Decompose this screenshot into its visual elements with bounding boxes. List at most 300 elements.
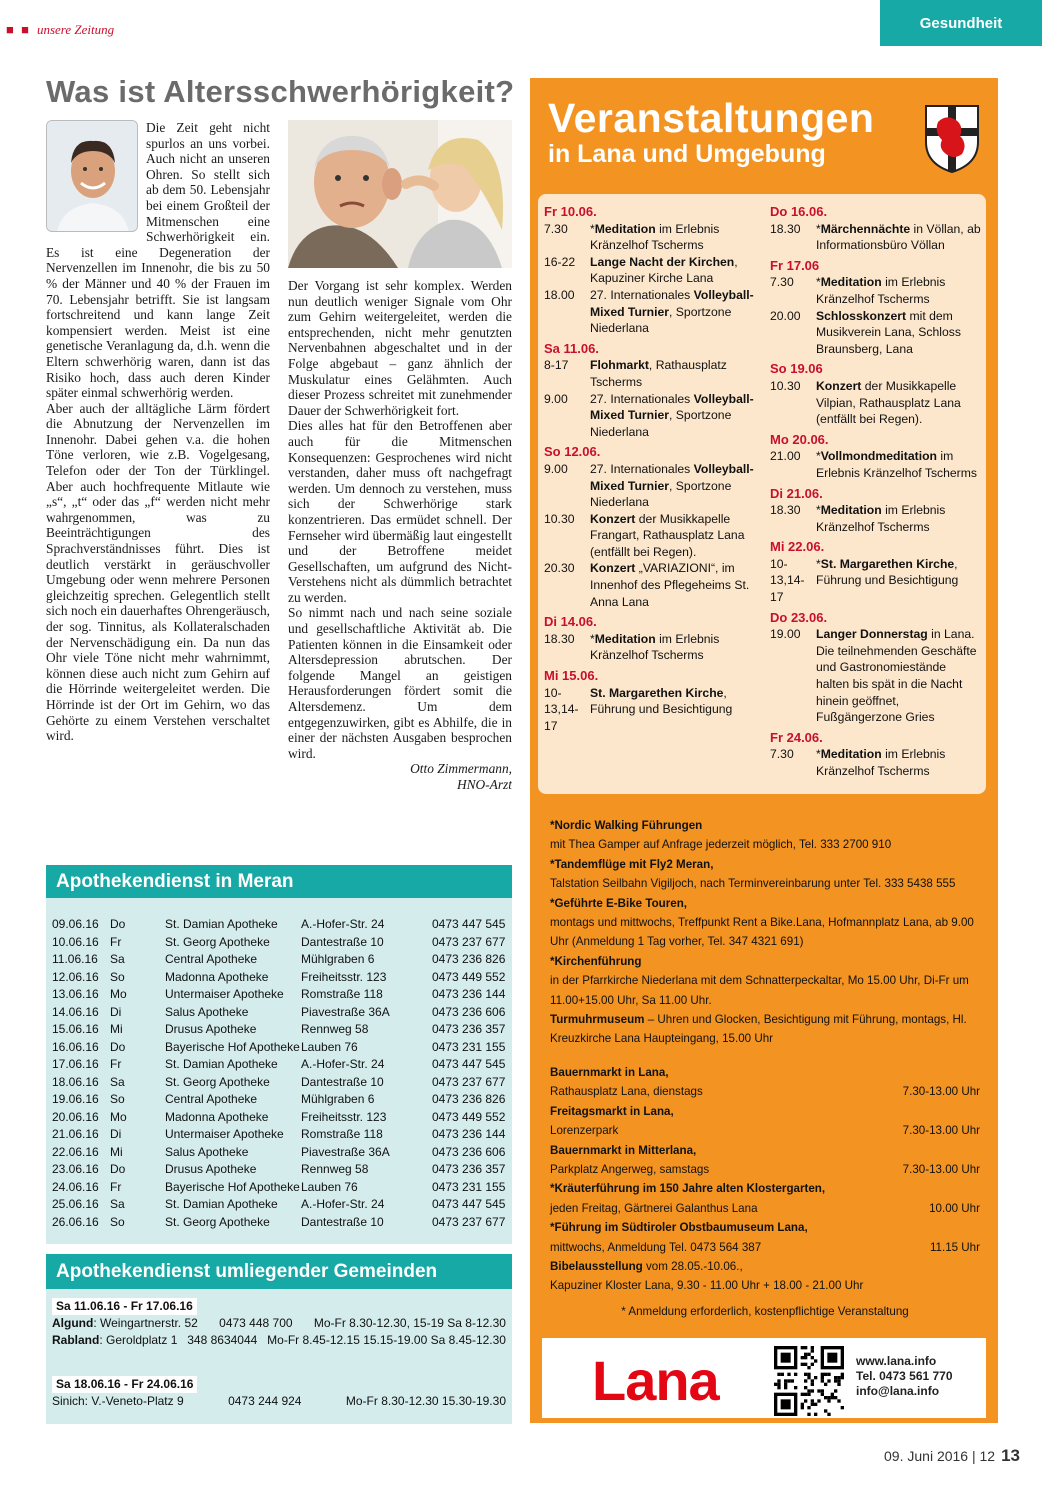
pharmacy-name: Drusus Apotheke	[165, 1162, 257, 1176]
event-details: im Erlebnis Kränzelhof Tscherms	[590, 631, 720, 663]
qr-module	[814, 1403, 817, 1406]
pharmacy-phone: 0473 231 155	[432, 1179, 506, 1194]
pharmacy-phone: 0473 236 826	[432, 1092, 506, 1106]
qr-module	[804, 1363, 807, 1366]
qr-module	[807, 1393, 810, 1396]
offer-details: in der Pfarrkirche Niederlana mit dem Schnatterpeckaltar, Mo 15.00 Uhr, Di-Fr um 11.00+15.00 Uhr, Sa 11.00 Uhr.	[550, 974, 969, 1007]
pharmacy-address: Piavestraße 36A	[301, 1004, 390, 1019]
event-text	[590, 254, 756, 287]
qr-module	[821, 1376, 824, 1379]
qr-module	[827, 1379, 830, 1382]
qr-module	[814, 1359, 817, 1362]
duty-weekday: Di	[110, 1004, 122, 1019]
offer-item	[550, 855, 980, 894]
events-title: Veranstaltungen	[548, 95, 875, 141]
pharmacy-name: Madonna Apotheke	[165, 1109, 269, 1124]
bibel-entry	[550, 1257, 980, 1276]
qr-module	[827, 1396, 830, 1399]
table-row	[52, 986, 506, 1004]
apotheke-meran-table	[52, 916, 506, 1231]
pharmacy-row	[52, 1332, 506, 1349]
duty-date: 11.06.16	[52, 952, 98, 966]
qr-module	[774, 1383, 777, 1386]
pharmacy-location	[52, 1315, 198, 1332]
event-time: 10-13,14-17	[770, 556, 805, 605]
qr-module	[817, 1389, 820, 1392]
qr-module	[811, 1403, 814, 1406]
qr-module	[801, 1346, 804, 1349]
event-time: 10.30	[770, 378, 801, 393]
duty-date: 18.06.16	[52, 1074, 99, 1089]
issue-date: 09. Juni 2016 | 12	[884, 1448, 996, 1464]
event-item	[544, 631, 756, 664]
qr-module	[824, 1383, 827, 1386]
market-location: mittwochs, Anmeldung Tel. 0473 564 387	[550, 1240, 762, 1254]
pharmacy-address: Lauben 76	[301, 1039, 358, 1054]
event-title: Langer Donnerstag	[816, 627, 928, 642]
duty-date: 24.06.16	[52, 1179, 99, 1194]
event-details: im Erlebnis Kränzelhof Tscherms	[816, 449, 977, 480]
pharmacy-phone: 0473 236 606	[432, 1004, 506, 1019]
qr-module	[794, 1386, 797, 1389]
qr-module	[807, 1373, 810, 1376]
qr-module	[784, 1383, 787, 1386]
registration-note: * Anmeldung erforderlich, kostenpflichtige Veranstaltung	[621, 1304, 909, 1318]
market-row	[550, 1121, 980, 1140]
qr-module	[807, 1389, 810, 1392]
author-portrait-image	[47, 121, 138, 232]
event-text	[590, 391, 756, 441]
pharmacy-phone: 0473 449 552	[432, 969, 506, 984]
qr-module	[811, 1399, 814, 1402]
article-paragraph: Dies alles hat für den Betroffenen aber auch für die Mitmenschen Konsequenzen: Gesprochenes wird nicht verstanden, daher muss oft nachgefragt werden. Um dennoch zu verstehen, muss sich der Schwerhörige stark konzentrieren. Das ermüdet schnell. Der Fernseher wird übermäßig laut eingestellt und der Betroffene meidet Gesellschaften, um aufgrund des Nicht-Verstehens nicht als dümmlich betrachtet zu werden.	[288, 418, 512, 605]
offer-item	[550, 894, 980, 952]
event-text	[816, 626, 982, 726]
event-prefix: *	[590, 631, 595, 646]
qr-module	[777, 1386, 780, 1389]
event-day: Fr 10.06.	[544, 204, 597, 219]
event-text	[816, 274, 982, 307]
pharmacy-name: St. Georg Apotheke	[165, 1074, 270, 1089]
qr-module	[821, 1373, 824, 1376]
lana-crest-icon	[924, 104, 980, 174]
market-location: Parkplatz Angerweg, samstags	[550, 1162, 710, 1176]
event-time: 9.00	[544, 461, 568, 476]
qr-module	[827, 1399, 830, 1402]
event-prefix: *	[816, 747, 821, 762]
event-details: im Erlebnis Kränzelhof Tscherms	[816, 275, 946, 306]
market-row	[550, 1199, 980, 1218]
article-photo	[288, 120, 512, 268]
section-tab: Gesundheit	[880, 0, 1042, 46]
duty-date: 22.06.16	[52, 1144, 99, 1159]
event-title: Volleyball-Mixed Turnier	[590, 391, 754, 423]
event-time: 10.30	[544, 511, 575, 526]
qr-module	[814, 1413, 817, 1416]
event-prefix: *	[816, 556, 821, 571]
duty-weekday: So	[110, 1214, 125, 1229]
event-item	[544, 461, 756, 511]
event-item	[544, 391, 756, 441]
market-row	[550, 1082, 980, 1101]
event-day: Do 16.06.	[770, 204, 828, 219]
duty-date: 10.06.16	[52, 934, 99, 949]
event-text	[816, 502, 982, 535]
event-details: in Völlan, ab Informationsbüro Völlan	[816, 221, 981, 253]
event-item	[770, 378, 982, 428]
pharmacy-place: Algund	[52, 1316, 94, 1330]
event-title: Meditation	[594, 221, 656, 236]
pharmacy-address: Dantestraße 10	[301, 1074, 384, 1089]
masthead-dots: ■ ■	[6, 22, 31, 37]
pharmacy-phone: 0473 237 677	[432, 934, 506, 949]
event-details: , Sportzone Niederlana	[590, 304, 732, 336]
qr-module	[807, 1366, 810, 1369]
event-item	[770, 274, 982, 307]
qr-module	[801, 1356, 804, 1359]
qr-module	[804, 1356, 807, 1359]
event-item	[770, 221, 982, 254]
offer-details: Talstation Seilbahn Vigiljoch, nach Terminvereinbarung unter Tel. 333 5438 555	[550, 877, 956, 891]
event-title: Volleyball-Mixed Turnier	[590, 461, 754, 493]
qr-module	[777, 1383, 780, 1386]
lana-email[interactable]: info@lana.info	[856, 1384, 940, 1398]
event-details: , Sportzone Niederlana	[590, 478, 732, 510]
market-title: *Führung im Südtiroler Obstbaumuseum Lana,	[550, 1221, 808, 1235]
event-item	[544, 221, 756, 254]
market-title: Bauernmarkt in Lana,	[550, 1065, 669, 1079]
qr-module	[824, 1396, 827, 1399]
qr-module	[817, 1399, 820, 1402]
pharmacy-phone: 348 8634044	[187, 1333, 258, 1347]
qr-module	[834, 1396, 837, 1399]
event-day: So 19.06	[770, 361, 823, 377]
event-time: 18.30	[770, 221, 801, 236]
pharmacy-name: St. Damian Apotheke	[165, 1197, 278, 1211]
pharmacy-name: Central Apotheke	[165, 952, 258, 966]
qr-module	[841, 1376, 844, 1379]
event-text	[816, 556, 982, 606]
pharmacy-hours: Mo-Fr 8.30-12.30, 15-19 Sa 8-12.30	[313, 1316, 506, 1330]
author-portrait	[46, 120, 138, 232]
event-day: Sa 11.06.	[544, 340, 599, 356]
market-item	[550, 1218, 980, 1257]
qr-module	[834, 1376, 837, 1379]
lana-contact-box	[542, 1338, 986, 1418]
offer-details: montags und mittwochs, Treffpunkt Rent a Bike.Lana, Hofmannplatz Lana, ab 9.00 Uhr (Anmeldung 1 Tag vorher, Tel. 347 4321 691)	[550, 916, 974, 949]
pharmacy-name: St. Georg Apotheke	[165, 1214, 270, 1229]
page-footer	[884, 1446, 1020, 1466]
offer-item	[550, 952, 980, 1010]
qr-module	[824, 1409, 827, 1412]
qr-module	[811, 1389, 814, 1392]
pharmacy-address: Freiheitsstr. 123	[301, 1109, 387, 1124]
event-title: Lange Nacht der Kirchen	[590, 254, 735, 269]
pharmacy-phone: 0473 236 826	[432, 952, 506, 966]
event-item	[544, 254, 756, 287]
table-row	[52, 951, 506, 969]
article-paragraph: So nimmt nach und nach seine soziale und gesellschaftliche Aktivität ab. Die Patienten können in die Einsamkeit oder Altersdepression abrutschen. Der folgende Mangel an geistigen Herausforderungen fördert somit die Altersdemenz. Um dem entgegenzuwirken, gibt es Abhilfe, die in einer der nächsten Ausgaben besprochen wird.	[288, 605, 512, 761]
pharmacy-hours: Mo-Fr 8.30-12.30 15.30-19.30	[345, 1394, 506, 1408]
offer-details: mit Thea Gamper auf Anfrage jederzeit möglich, Tel. 333 2700 910	[550, 838, 892, 852]
events-column-right	[770, 204, 982, 780]
qr-module	[804, 1393, 807, 1396]
pharmacy-phone: 0473 236 357	[432, 1162, 506, 1176]
qr-module	[804, 1346, 807, 1349]
event-day: Mo 20.06.	[770, 431, 829, 447]
qr-module	[807, 1413, 810, 1416]
event-text	[590, 357, 756, 390]
event-title: Märchennächte	[820, 221, 911, 236]
offer-title: *Kirchenführung	[550, 954, 642, 968]
page-number: 13	[1001, 1446, 1020, 1465]
event-time: 20.30	[544, 561, 575, 576]
pharmacy-hours: Mo-Fr 8.45-12.15 15.15-19.00 Sa 8.45-12.30	[267, 1333, 506, 1347]
qr-module	[784, 1379, 787, 1382]
pharmacy-row	[52, 1393, 506, 1410]
market-time: 7.30-13.00 Uhr	[902, 1124, 980, 1138]
event-text	[590, 287, 756, 337]
event-day: Fr 24.06.	[770, 729, 823, 745]
event-item	[544, 511, 756, 561]
qr-module	[811, 1363, 814, 1366]
event-details: im Erlebnis Kränzelhof Tscherms	[816, 747, 946, 778]
event-time: 18.30	[544, 631, 575, 646]
event-text	[816, 308, 982, 358]
qr-module	[777, 1379, 780, 1382]
qr-module	[837, 1399, 840, 1402]
pharmacy-address: Sinich: V.-Veneto-Platz 9	[52, 1394, 184, 1408]
lana-logo: Lana	[592, 1349, 719, 1412]
pharmacy-address: Romstraße 118	[301, 987, 383, 1001]
pharmacy-name: Untermaiser Apotheke	[165, 1127, 284, 1141]
offer-title: *Geführte E-Bike Touren,	[550, 896, 687, 910]
pharmacy-address: Mühlgraben 6	[301, 952, 375, 966]
article-paragraph: Der Vorgang ist sehr komplex. Werden nun deutlich weniger Signale vom Ohr zum Gehirn weitergeleitet, werden die entsprechenden, nicht mehr genutzten Nervenbahnen abgeschaltet und in der Folge abgebaut – ganz ähnlich der Muskulatur eines Gelähmten. Auch dieser Prozess schreitet mit zunehmender Dauer der Schwerhörigkeit fort.	[288, 278, 512, 418]
qr-module	[787, 1379, 790, 1382]
event-title: Volleyball-Mixed Turnier	[590, 287, 754, 319]
event-text	[590, 461, 756, 511]
event-details: , Führung und Besichtigung	[816, 556, 959, 588]
qr-module	[801, 1406, 804, 1409]
event-details: der Musikkapelle Frangart, Rathausplatz Lana (entfällt bei Regen).	[590, 511, 745, 559]
pharmacy-phone: 0473 447 545	[432, 1197, 506, 1211]
duty-date: 09.06.16	[52, 917, 99, 931]
qr-module	[794, 1373, 797, 1376]
duty-weekday: Mi	[110, 1144, 123, 1159]
event-prefix: 27. Internationales	[590, 287, 694, 302]
duty-weekday: Sa	[110, 952, 125, 966]
event-day: Do 23.06.	[770, 609, 828, 625]
table-row	[52, 1056, 506, 1074]
pharmacy-phone: 0473 448 700	[219, 1316, 293, 1330]
bibel-heading: Bibelausstellung	[550, 1259, 643, 1273]
event-title: Flohmarkt	[590, 358, 649, 373]
pharmacy-address: Dantestraße 10	[301, 934, 384, 949]
duty-weekday: Fr	[110, 934, 122, 949]
pharmacy-phone: 0473 244 924	[228, 1394, 302, 1408]
pharmacy-name: Salus Apotheke	[165, 1004, 249, 1019]
event-time: 21.00	[770, 449, 801, 464]
week-range: Sa 11.06.16 - Fr 17.06.16	[52, 1298, 197, 1315]
event-day: Mi 15.06.	[544, 668, 599, 684]
event-time: 8-17	[544, 358, 569, 373]
offer-title: *Nordic Walking Führungen	[550, 819, 703, 832]
market-title: Freitagsmarkt in Lana,	[550, 1104, 674, 1118]
article-title: Was ist Altersschwerhörigkeit?	[46, 74, 515, 109]
event-item	[770, 308, 982, 358]
event-item	[770, 626, 982, 726]
event-details: im Erlebnis Kränzelhof Tscherms	[590, 221, 720, 253]
author-role: HNO-Arzt	[456, 777, 512, 792]
event-day: Di 14.06.	[544, 614, 597, 630]
qr-module	[831, 1393, 834, 1396]
duty-weekday: Mi	[110, 1022, 123, 1036]
qr-module	[827, 1373, 830, 1376]
qr-module	[821, 1379, 824, 1382]
event-title: Vollmondmeditation	[820, 449, 937, 464]
qr-module	[807, 1406, 810, 1409]
qr-module	[781, 1373, 784, 1376]
event-details: „VARIAZIONI“, im Innenhof des Pflegeheims St. Anna Lana	[590, 561, 750, 609]
market-title: *Kräuterführung im 150 Jahre alten Klostergarten,	[550, 1182, 826, 1196]
pharmacy-address: : Weingartnerstr. 52	[93, 1316, 198, 1330]
event-details: mit dem Musikverein Lana, Schloss Braunsberg, Lana	[816, 308, 961, 356]
pharmacy-name: Salus Apotheke	[165, 1144, 249, 1159]
pharmacy-phone: 0473 447 545	[432, 1057, 506, 1071]
author-name: Otto Zimmermann,	[410, 761, 512, 777]
qr-module	[804, 1399, 807, 1402]
table-row	[52, 1144, 506, 1162]
pharmacy-address: Dantestraße 10	[301, 1214, 384, 1229]
qr-module	[827, 1353, 837, 1363]
pharmacy-name: Madonna Apotheke	[165, 969, 269, 984]
duty-weekday: So	[110, 969, 125, 984]
pharmacy-phone: 0473 236 144	[432, 1127, 506, 1141]
pharmacy-name: Bayerische Hof Apotheke	[165, 1039, 300, 1054]
qr-module	[804, 1353, 807, 1356]
apotheke-meran-heading: Apothekendienst in Meran	[46, 865, 512, 898]
event-time: 9.00	[544, 391, 568, 406]
market-item	[550, 1179, 980, 1218]
event-prefix: *	[816, 449, 821, 464]
market-time: 10.00 Uhr	[929, 1201, 980, 1215]
event-text	[590, 221, 756, 254]
event-text	[590, 631, 756, 664]
duty-weekday: Fr	[110, 1057, 122, 1071]
qr-module	[781, 1399, 791, 1409]
pharmacy-name: St. Damian Apotheke	[165, 1057, 278, 1071]
event-item	[770, 556, 982, 606]
pharmacy-name: St. Georg Apotheke	[165, 934, 270, 949]
duty-weekday: Sa	[110, 1197, 125, 1211]
event-time: 20.00	[770, 308, 801, 323]
offer-details: – Uhren und Glocken, Besichtigung mit Führung, montags, Hl. Kreuzkirche Lana Haupteingang, 15.00 Uhr	[550, 1013, 967, 1046]
event-item	[544, 685, 756, 735]
event-title: St. Margarethen Kirche	[820, 556, 955, 571]
market-time: 11.15 Uhr	[929, 1240, 980, 1254]
qr-module	[837, 1383, 840, 1386]
duty-weekday: Mo	[110, 1109, 127, 1124]
qr-module	[801, 1393, 804, 1396]
table-row	[52, 1021, 506, 1039]
duty-weekday: Di	[110, 1127, 122, 1141]
event-item	[770, 448, 982, 481]
event-title: Konzert	[590, 561, 636, 576]
event-details: in Lana. Die teilnehmenden Geschäfte und Gastronomiestände halten bis spät in die Nacht hinein geöffnet, Fußgängerzone Gries	[816, 627, 977, 725]
duty-date: 21.06.16	[52, 1127, 99, 1141]
event-prefix: *	[816, 503, 821, 518]
pharmacy-name: Bayerische Hof Apotheke	[165, 1179, 300, 1194]
events-offers	[550, 816, 980, 1321]
publication-masthead	[6, 22, 114, 38]
event-prefix: 27. Internationales	[590, 461, 694, 476]
table-row	[52, 1196, 506, 1214]
event-text	[816, 746, 982, 779]
apotheke-week-1	[52, 1298, 506, 1349]
event-item	[770, 502, 982, 535]
pharmacy-name: Untermaiser Apotheke	[165, 987, 284, 1001]
qr-module	[841, 1373, 844, 1376]
market-location: Lorenzerpark	[550, 1124, 619, 1138]
qr-module	[811, 1349, 814, 1352]
markets-list	[550, 1063, 980, 1257]
duty-date: 20.06.16	[52, 1109, 99, 1124]
article-paragraph: Aber auch der alltägliche Lärm fördert die Abnutzung der Nervenzellen im Innenohr. Dabei gehen v.a. die hohen Töne verloren, wie z.B. Vogelgesang, Telefon oder der Ton der Türklingel. Aber auch hochfrequente Mitlaute wie „s“, „t“ oder das „f“ werden nicht mehr wahrgenommen, was zu Beeinträchtigungen des Sprachverständnisses führt. Dies ist deutlich verstärkt in geräuschvoller Umgebung oder wenn mehrere Personen gleichzeitig sprechen. Gelegentlich stellt sich noch ein dauerhaftes Ohrengeräusch, der sog. Tinnitus, als Kollateralschaden der Nervenschädigung ein. Da nun das Ohr viele Töne nicht mehr wahrnimmt, können diese auch nicht zum Gehirn auf die Hörrinde weitergeleitet werden. Die Hörrinde ist der Ort im Gehirn, wo das Gehörte zu einem Verstehen verschaltet wird.	[46, 400, 270, 744]
table-row	[52, 1161, 506, 1179]
duty-date: 25.06.16	[52, 1197, 99, 1211]
pharmacy-phone: 0473 237 677	[432, 1074, 506, 1089]
week-range: Sa 18.06.16 - Fr 24.06.16	[52, 1376, 197, 1393]
event-prefix: *	[590, 221, 595, 236]
pharmacy-address: Rennweg 58	[301, 1162, 369, 1176]
pharmacy-phone: 0473 236 606	[432, 1144, 506, 1159]
qr-module	[811, 1346, 814, 1349]
qr-module	[814, 1376, 817, 1379]
qr-module	[801, 1363, 804, 1366]
qr-code-icon[interactable]	[774, 1346, 844, 1416]
qr-module	[804, 1379, 807, 1382]
qr-module	[777, 1373, 780, 1376]
article-photo-image	[288, 120, 512, 268]
duty-date: 26.06.16	[52, 1214, 99, 1229]
offer-title: *Tandemflüge mit Fly2 Meran,	[550, 857, 714, 871]
offers-list	[550, 816, 980, 1049]
article-paragraph: Die Zeit geht nicht spurlos an uns vorbei. Auch nicht an unseren Ohren. So stellt sich ab dem 50. Lebensjahr bei einem Großteil der Mitmenschen eine Schwerhörigkeit ein. Es ist eine Degeneration der Nervenzellen im Innenohr, die bis zu 50 % der Männer und 40 % der Frauen im 70. Lebensjahr betrifft. Sie ist langsam fortschreitend und kann lange Zeit kompensiert werden. Meist ist eine genetische Veranlagung da, d.h. wenn die Eltern schwerhörig waren, dann ist das Risiko hoch, dass auch deren Kinder später einmal schwerhörig werden.	[46, 120, 270, 401]
event-text	[590, 560, 756, 610]
table-row	[52, 934, 506, 952]
bibel-details: Kapuziner Kloster Lana, 9.30 - 11.00 Uhr + 18.00 - 21.00 Uhr	[550, 1279, 864, 1293]
market-row	[550, 1160, 980, 1179]
lana-website[interactable]: www.lana.info	[856, 1354, 937, 1368]
duty-weekday: Fr	[110, 1179, 122, 1194]
event-title: Meditation	[594, 631, 656, 646]
market-time: 7.30-13.00 Uhr	[902, 1085, 980, 1099]
qr-module	[811, 1383, 814, 1386]
market-item	[550, 1141, 980, 1180]
qr-module	[821, 1389, 824, 1392]
apotheke-week-2	[52, 1376, 506, 1410]
pharmacy-phone: 0473 231 155	[432, 1039, 506, 1054]
event-time: 16-22	[544, 254, 576, 269]
event-details: , Rathausplatz Tscherms	[590, 358, 727, 389]
qr-module	[831, 1396, 834, 1399]
event-prefix: *	[816, 275, 821, 290]
event-item	[544, 287, 756, 337]
duty-weekday: Do	[110, 1162, 126, 1176]
event-time: 7.30	[770, 747, 794, 762]
table-row	[52, 916, 506, 934]
